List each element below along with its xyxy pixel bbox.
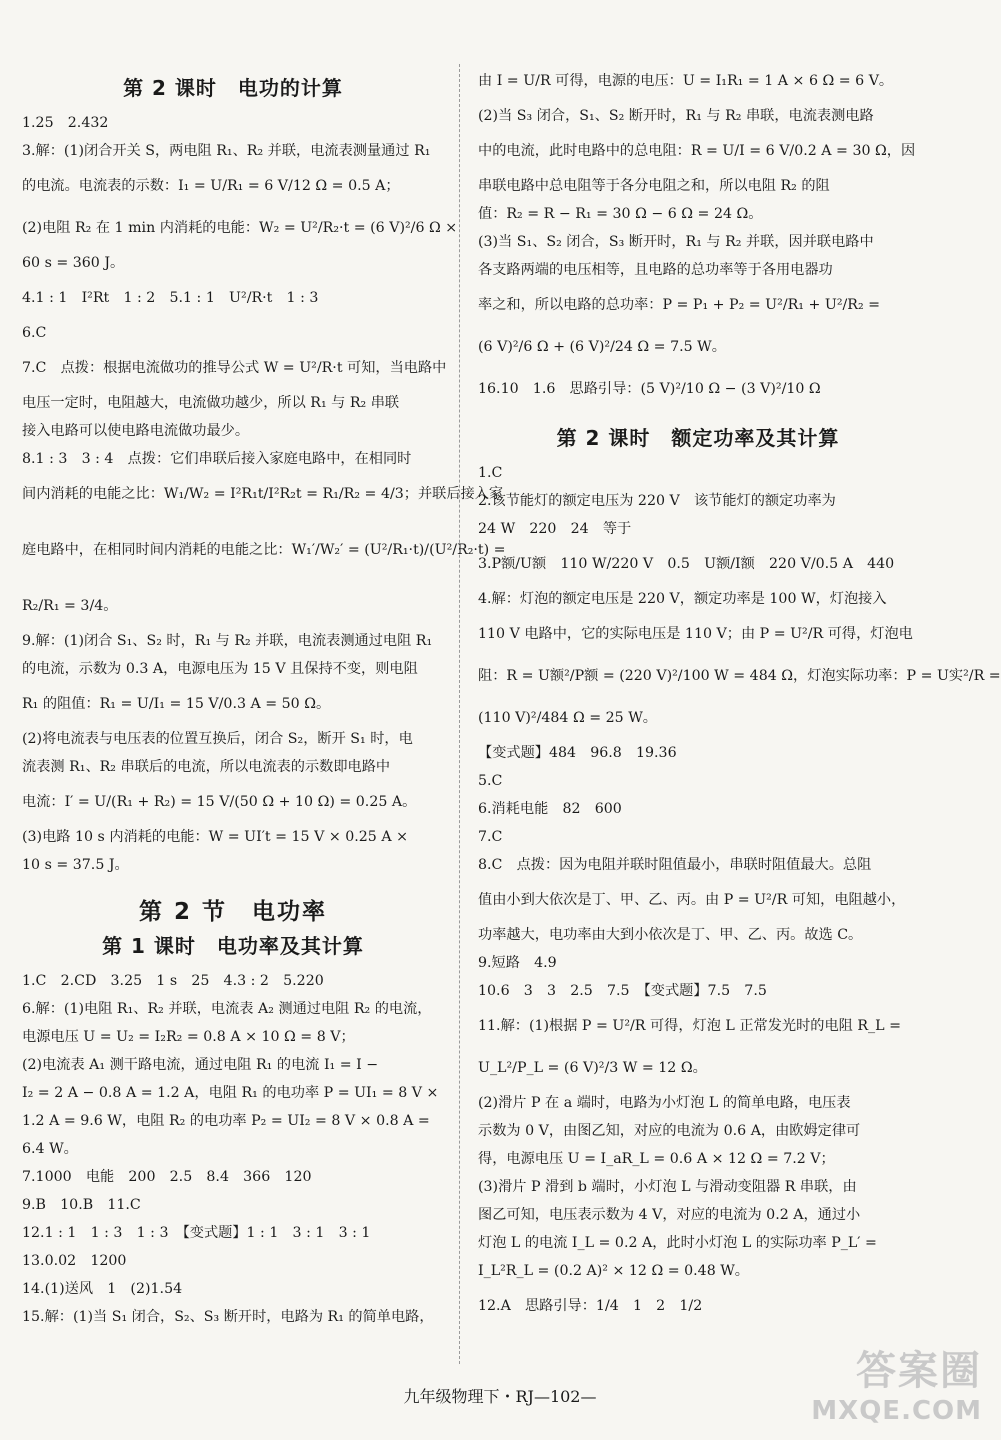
answer-line: 6.4 W。 (22, 1141, 78, 1157)
answer-line: 10 s = 37.5 J。 (22, 857, 129, 873)
answer-line: 3.解：(1)闭合开关 S，两电阻 R₁、R₂ 并联，电流表测量通过 R₁ (22, 143, 431, 159)
answer-line: 8.C 点拨：因为电阻并联时阻值最小，串联时阻值最大。总阻 (478, 857, 872, 873)
answer-line: 【变式题】484 96.8 19.36 (478, 745, 677, 761)
answer-line: 图乙可知，电压表示数为 4 V，对应的电流为 0.2 A，通过小 (478, 1207, 861, 1223)
right-answers (478, 60, 918, 410)
answer-line: 15.解：(1)当 S₁ 闭合，S₂、S₃ 断开时，电路为 R₁ 的简单电路， (22, 1309, 434, 1325)
answer-line: 流表测 R₁、R₂ 串联后的电流，所以电流表的示数即电路中 (22, 759, 391, 775)
answer-line: 的电流。电流表的示数：I₁ = U/R₁ = 6 V/12 Ω = 0.5 A； (22, 178, 400, 194)
answer-line: 串联电路中总电阻等于各分电阻之和，所以电阻 R₂ 的阻 (478, 178, 830, 194)
column-divider (459, 64, 460, 1364)
section-title: 第 2 节 电功率 (138, 899, 328, 925)
answer-line: I_L²R_L = (0.2 A)² × 12 Ω = 0.48 W。 (478, 1263, 749, 1279)
answer-line: (2)当 S₃ 闭合，S₁、S₂ 断开时，R₁ 与 R₂ 串联，电流表测电路 (478, 108, 874, 124)
answer-line: U_L²/P_L = (6 V)²/3 W = 12 Ω。 (478, 1060, 707, 1076)
answer-line: (2)将电流表与电压表的位置互换后，闭合 S₂，断开 S₁ 时，电 (22, 731, 413, 747)
lesson-title: 第 1 课时 电功率及其计算 (102, 934, 364, 958)
page-footer: 九年级物理下・RJ—102— (403, 1387, 597, 1406)
answer-line: 间内消耗的电能之比：W₁/W₂ = I²R₁t/I²R₂t = R₁/R₂ = 4/3；并联后接入家 (22, 486, 504, 502)
answer-line: (3)滑片 P 滑到 b 端时，小灯泡 L 与滑动变阻器 R 串联，由 (478, 1179, 857, 1195)
answer-line: (110 V)²/484 Ω = 25 W。 (478, 710, 657, 726)
answer-line: 2.该节能灯的额定电压为 220 V 该节能灯的额定功率为 (478, 493, 836, 509)
answer-line: 1.C (478, 465, 503, 481)
answer-line: (2)滑片 P 在 a 端时，电路为小灯泡 L 的简单电路，电压表 (478, 1095, 851, 1111)
answer-line: 7.1000 电能 200 2.5 8.4 366 120 (22, 1169, 312, 1185)
answer-line: 庭电路中，在相同时间内消耗的电能之比：W₁′/W₂′ = (U²/R₁·t)/(U²/R₂·t) = (22, 542, 506, 558)
answer-line: 示数为 0 V，由图乙知，对应的电流为 0.6 A，由欧姆定律可 (478, 1123, 861, 1139)
watermark-site-text: MXQE.COM (811, 1396, 982, 1426)
answer-line: 12.A 思路引导：1/4 1 2 1/2 (478, 1298, 703, 1314)
answer-line: 11.解：(1)根据 P = U²/R 可得，灯泡 L 正常发光时的电阻 R_L = (478, 1018, 901, 1034)
watermark-logo-text: 答案圈 (856, 1348, 982, 1394)
answer-line: 13.0.02 1200 (22, 1253, 127, 1269)
answer-line: 值由小到大依次是丁、甲、乙、丙。由 P = U²/R 可知，电阻越小， (478, 892, 906, 908)
answer-line: 电流：I′ = U/(R₁ + R₂) = 15 V/(50 Ω + 10 Ω) = 0.25 A。 (22, 794, 417, 810)
answer-line: R₂/R₁ = 3/4。 (22, 598, 118, 614)
answer-line: (6 V)²/6 Ω + (6 V)²/24 Ω = 7.5 W。 (478, 339, 726, 355)
answer-line: (2)电流表 A₁ 测干路电流，通过电阻 R₁ 的电流 I₁ = I − (22, 1057, 379, 1073)
answer-line: 灯泡 L 的电流 I_L = 0.2 A，此时小灯泡 L 的实际功率 P_L′ = (478, 1235, 877, 1251)
left-answers-2 (22, 967, 444, 1331)
answer-line: 4.解：灯泡的额定电压是 220 V，额定功率是 100 W，灯泡接入 (478, 591, 887, 607)
answer-line: 3.P额/U额 110 W/220 V 0.5 U额/I额 220 V/0.5 A 440 (478, 556, 895, 572)
answer-line: 4.1 : 1 I²Rt 1 : 2 5.1 : 1 U²/R·t 1 : 3 (22, 290, 319, 306)
answer-line: 得，电源电压 U = I_aR_L = 0.6 A × 12 Ω = 7.2 V； (478, 1151, 835, 1167)
answer-line: 1.C 2.CD 3.25 1 s 25 4.3 : 2 5.220 (22, 973, 324, 989)
answer-line: 12.1 : 1 1 : 3 1 : 3 【变式题】1 : 1 3 : 1 3 : 1 (22, 1225, 371, 1241)
answer-line: R₁ 的阻值：R₁ = U/I₁ = 15 V/0.3 A = 50 Ω。 (22, 696, 331, 712)
answer-line: 功率越大，电功率由大到小依次是丁、甲、乙、丙。故选 C。 (478, 927, 863, 943)
answer-line: 14.(1)送风 1 (2)1.54 (22, 1281, 183, 1297)
answer-line: 16.10 1.6 思路引导：(5 V)²/10 Ω − (3 V)²/10 Ω (478, 381, 821, 397)
answer-line: 10.6 3 3 2.5 7.5 【变式题】7.5 7.5 (478, 983, 767, 999)
answer-line: 24 W 220 24 等于 (478, 521, 632, 537)
answer-line: (3)当 S₁、S₂ 闭合，S₃ 断开时，R₁ 与 R₂ 并联，因并联电路中 (478, 234, 874, 250)
answer-line: 接入电路可以使电路电流做功最少。 (22, 423, 250, 439)
lesson-title: 第 2 课时 额定功率及其计算 (556, 426, 840, 450)
answer-line: 1.25 2.432 (22, 115, 109, 131)
answer-line: 电源电压 U = U₂ = I₂R₂ = 0.8 A × 10 Ω = 8 V； (22, 1029, 355, 1045)
answer-line: 110 V 电路中，它的实际电压是 110 V；由 P = U²/R 可得，灯泡电 (478, 626, 913, 642)
answer-line: 的电流，示数为 0.3 A，电源电压为 15 V 且保持不变，则电阻 (22, 661, 418, 677)
answer-line: 阻：R = U额²/P额 = (220 V)²/100 W = 484 Ω，灯泡实际功率：P = U实²/R = (478, 668, 1001, 684)
watermark-logo (811, 1339, 982, 1426)
answer-line: 值：R₂ = R − R₁ = 30 Ω − 6 Ω = 24 Ω。 (478, 206, 763, 222)
answer-line: 9.解：(1)闭合 S₁、S₂ 时，R₁ 与 R₂ 并联，电流表测通过电阻 R₁ (22, 633, 433, 649)
answer-line: 7.C (478, 829, 503, 845)
answer-line: 8.1 : 3 3 : 4 点拨：它们串联后接入家庭电路中，在相同时 (22, 451, 412, 467)
answer-line: 率之和，所以电路的总功率：P = P₁ + P₂ = U²/R₁ + U²/R₂ = (478, 297, 881, 313)
answer-line: 1.2 A = 9.6 W，电阻 R₂ 的电功率 P₂ = UI₂ = 8 V × 0.8 A = (22, 1113, 430, 1129)
answer-line: (3)电路 10 s 内消耗的电能：W = UI′t = 15 V × 0.25 A × (22, 829, 408, 845)
answer-line: 7.C 点拨：根据电流做功的推导公式 W = U²/R·t 可知，当电路中 (22, 360, 447, 376)
answer-line: 中的电流，此时电路中的总电阻：R = U/I = 6 V/0.2 A = 30 Ω，因 (478, 143, 916, 159)
answer-line: 60 s = 360 J。 (22, 255, 125, 271)
lesson-title: 第 2 课时 电功的计算 (123, 76, 343, 100)
right-answers-2 (478, 459, 1001, 1327)
answer-line: (2)电阻 R₂ 在 1 min 内消耗的电能：W₂ = U²/R₂·t = (6 V)²/6 Ω × (22, 220, 458, 236)
answer-line: 6.消耗电能 82 600 (478, 801, 622, 817)
answer-line: 9.短路 4.9 (478, 955, 557, 971)
answer-line: 6.C (22, 325, 47, 341)
answer-line: 电压一定时，电阻越大，电流做功越少，所以 R₁ 与 R₂ 串联 (22, 395, 400, 411)
answer-line: 6.解：(1)电阻 R₁、R₂ 并联，电流表 A₂ 测通过电阻 R₂ 的电流， (22, 1001, 432, 1017)
answer-line: 5.C (478, 773, 503, 789)
answer-line: 9.B 10.B 11.C (22, 1197, 141, 1213)
answer-line: 各支路两端的电压相等，且电路的总功率等于各用电器功 (478, 262, 833, 278)
answer-line: I₂ = 2 A − 0.8 A = 1.2 A，电阻 R₁ 的电功率 P = UI₁ = 8 V × (22, 1085, 439, 1101)
answer-line: 由 I = U/R 可得，电源的电压：U = I₁R₁ = 1 A × 6 Ω = 6 V。 (478, 73, 894, 89)
